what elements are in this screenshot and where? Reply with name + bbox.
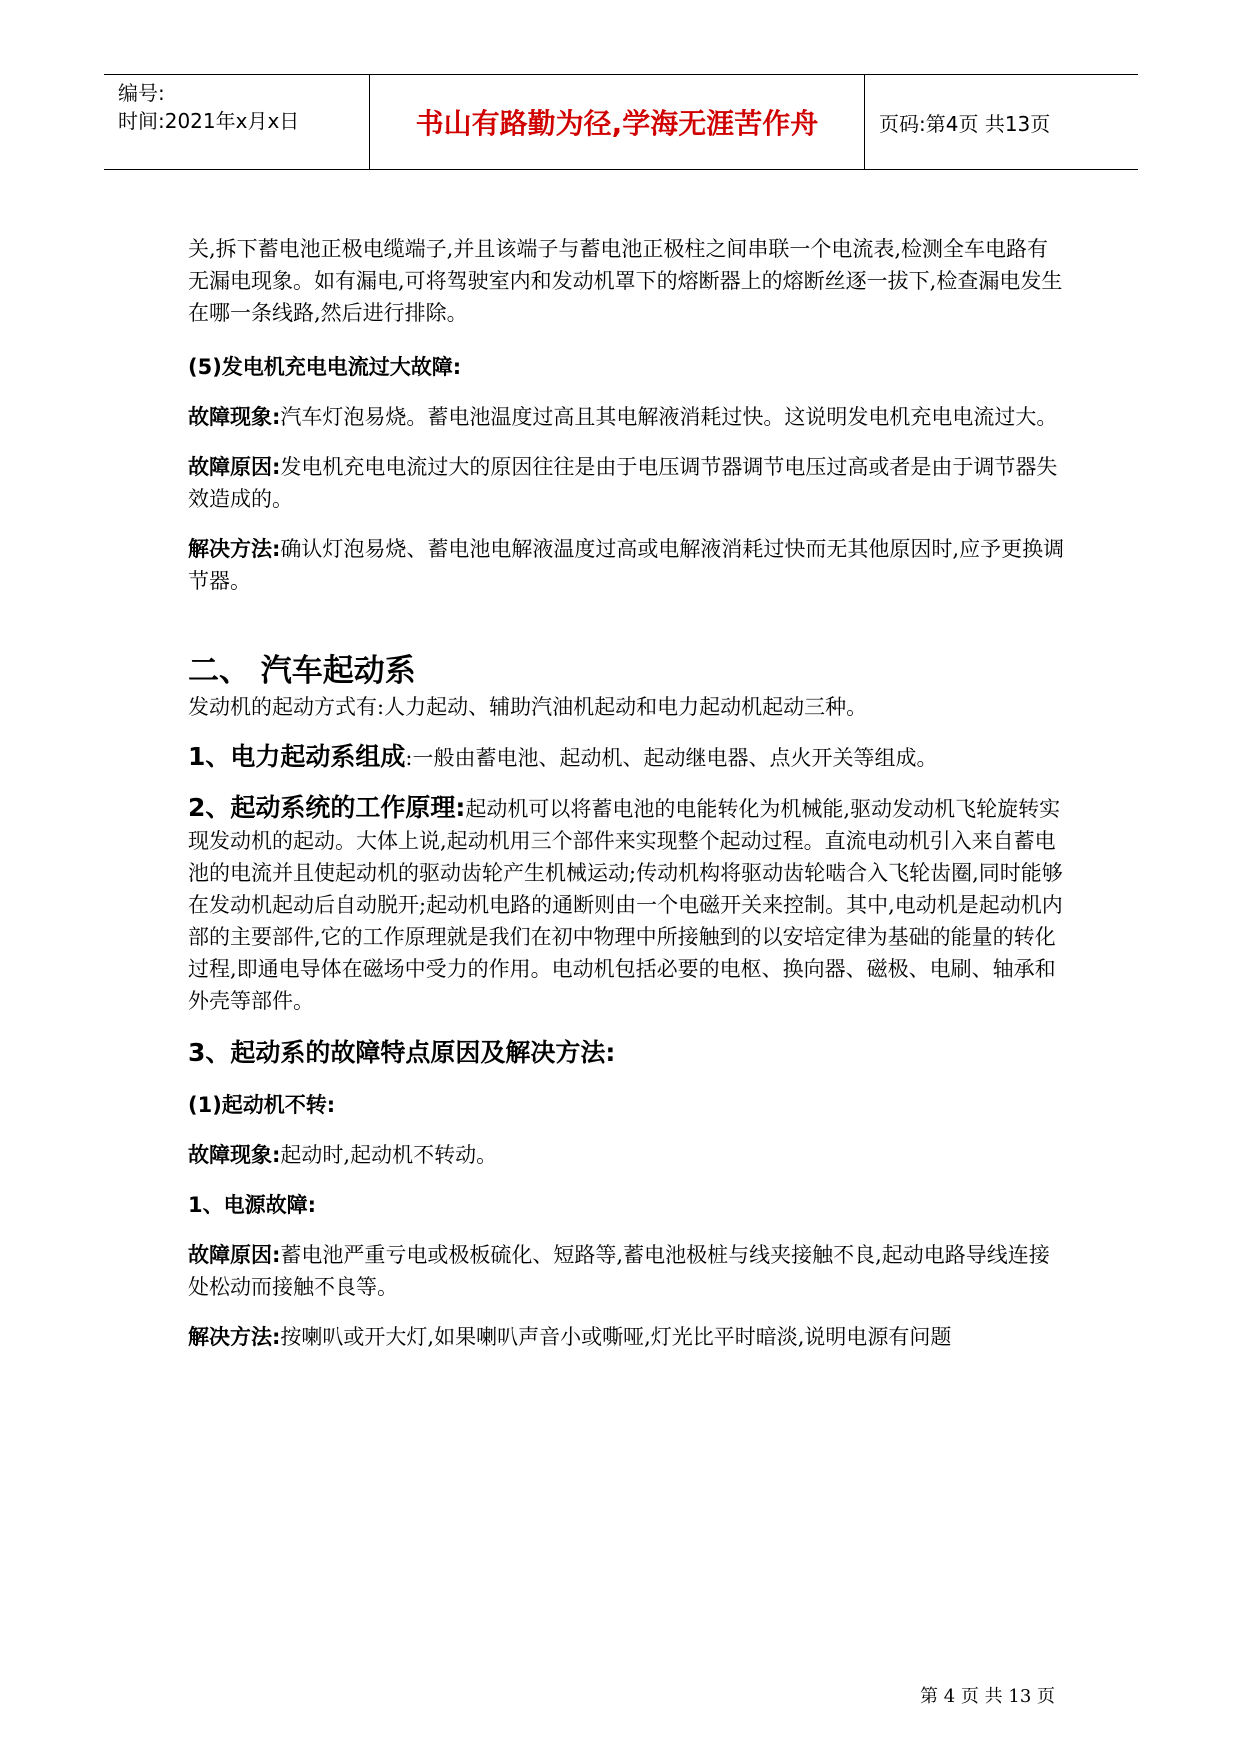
heading-composition: 1、电力起动系组成 — [188, 742, 406, 771]
text-fix-2: 按喇叭或开大灯,如果喇叭声音小或嘶哑,灯光比平时暗淡,说明电源有问题 — [280, 1325, 952, 1349]
text-cause: 发电机充电电流过大的原因往往是由于电压调节器调节电压过高或者是由于调节器失效造成的。 — [188, 455, 1058, 511]
heading-principle: 2、起动系统的工作原理: — [188, 793, 466, 822]
header-time-label: 时间:2021年x月x日 — [118, 109, 300, 133]
section-title: 二、 汽车起动系 — [188, 653, 416, 689]
paragraph-fix — [188, 533, 1068, 597]
label-fix-2: 解决方法: — [188, 1325, 281, 1349]
paragraph-fix-2 — [188, 1321, 1068, 1353]
document-body — [188, 233, 1068, 1353]
paragraph-symptom — [188, 401, 1068, 433]
header-number-label: 编号: — [118, 81, 165, 105]
paragraph-cause-2 — [188, 1239, 1068, 1303]
paragraph-symptom-2 — [188, 1139, 1068, 1171]
paragraph-cause — [188, 451, 1068, 515]
label-symptom: 故障现象: — [188, 405, 281, 429]
subheading-power: 1、电源故障: — [188, 1193, 317, 1217]
text-symptom-2: 起动时,起动机不转动。 — [280, 1143, 498, 1167]
subheading-fault-1: (1)起动机不转: — [188, 1093, 336, 1117]
text-symptom: 汽车灯泡易烧。蓄电池温度过高且其电解液消耗过快。这说明发电机充电电流过大。 — [280, 405, 1058, 429]
subheading-fault-5: (5)发电机充电电流过大故障: — [188, 355, 462, 379]
page-footer: 第 4 页 共 13 页 — [920, 1686, 1055, 1707]
text-principle: 起动机可以将蓄电池的电能转化为机械能,驱动发动机飞轮旋转实现发动机的起动。大体上说,起动机用三个部件来实现整个起动过程。直流电动机引入来自蓄电池的电流并且使起动机的驱动齿轮产生机械运动;传动机构将驱动齿轮啮合入飞轮齿圈,同时能够在发动机起动后自动脱开;起动机电路的通断则由一个电磁开关来控制。其中,电动机是起动机内部的主要部件,它的工作原理就是我们在初中物理中所接触到的以安培定律为基础的能量的转化过程,即通电导体在磁场中受力的作用。电动机包括必要的电枢、换向器、磁极、电刷、轴承和外壳等部件。 — [188, 797, 1063, 1013]
paragraph-composition — [188, 741, 1068, 774]
text-composition: :一般由蓄电池、起动机、起动继电器、点火开关等组成。 — [405, 746, 938, 770]
label-cause-2: 故障原因: — [188, 1243, 281, 1267]
label-symptom-2: 故障现象: — [188, 1143, 281, 1167]
page-header — [104, 74, 1138, 170]
paragraph-intro: 发动机的起动方式有:人力起动、辅助汽油机起动和电力起动机起动三种。 — [188, 695, 868, 719]
header-meta — [104, 75, 370, 169]
text-cause-2: 蓄电池严重亏电或极板硫化、短路等,蓄电池极桩与线夹接触不良,起动电路导线连接处松动而接触不良等。 — [188, 1243, 1050, 1299]
header-page-info: 页码:第4页 共13页 — [879, 111, 1051, 136]
header-motto: 书山有路勤为径,学海无涯苦作舟 — [370, 75, 865, 169]
paragraph-principle — [188, 792, 1068, 1017]
paragraph: 关,拆下蓄电池正极电缆端子,并且该端子与蓄电池正极柱之间串联一个电流表,检测全车电路有无漏电现象。如有漏电,可将驾驶室内和发动机罩下的熔断器上的熔断丝逐一拔下,检查漏电发生在哪一条线路,然后进行排除。 — [188, 237, 1063, 325]
text-fix: 确认灯泡易烧、蓄电池电解液温度过高或电解液消耗过快而无其他原因时,应予更换调节器。 — [188, 537, 1065, 593]
label-cause: 故障原因: — [188, 455, 281, 479]
heading-faults: 3、起动系的故障特点原因及解决方法: — [188, 1038, 616, 1067]
label-fix: 解决方法: — [188, 537, 281, 561]
